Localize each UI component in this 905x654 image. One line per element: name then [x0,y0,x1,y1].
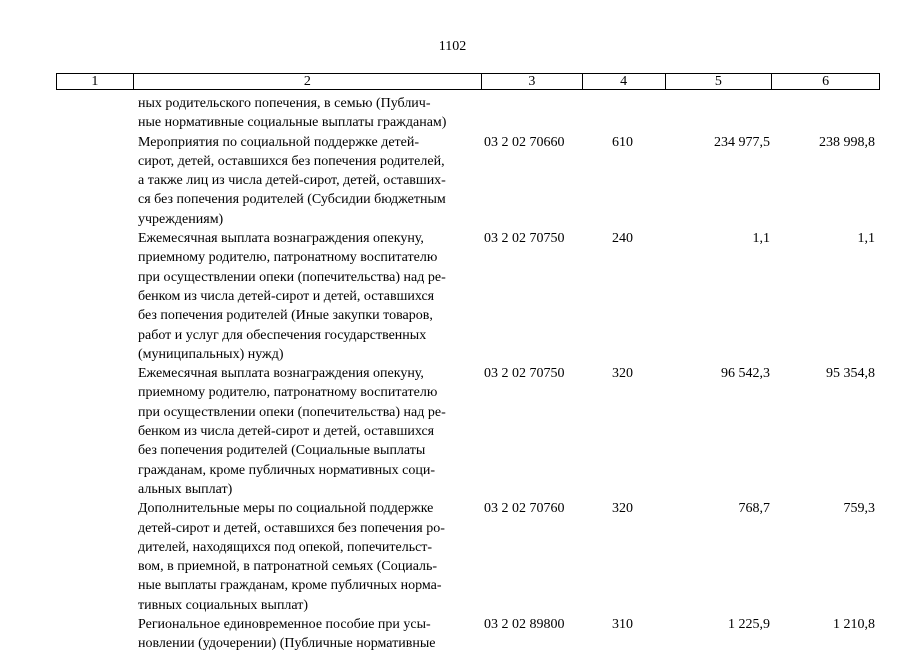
row-number-cell [56,229,133,364]
row-expense-type: 320 [612,366,633,382]
column-header-4: 4 [583,74,666,89]
row-amount-col5: 234 977,5 [714,134,770,150]
table-row [56,499,880,615]
row-expense-type: 240 [612,231,633,247]
column-header-2: 2 [134,74,482,89]
row-description: ных родительского попечения, в семью (Публич- ные нормативные социальные выплаты гражданам) [138,96,447,131]
row-number-cell [56,364,133,499]
row-description: Мероприятия по социальной поддержке детей- сирот, детей, оставшихся без попечения родителей, а также лиц из числа детей-сирот, детей, оставших- ся без попечения родителей (Субсидии бюджетным учреждениям) [138,134,446,227]
row-expense-type: 310 [612,617,633,633]
row-code: 03 2 02 70750 [484,231,565,247]
row-code: 03 2 02 89800 [484,617,565,633]
column-header-3: 3 [482,74,583,89]
table-row [56,364,880,499]
row-amount-col5: 768,7 [738,501,770,517]
row-amount-col6: 759,3 [843,501,875,517]
row-number-cell [56,133,133,229]
row-amount-col5: 1 225,9 [728,617,770,633]
row-expense-type: 320 [612,501,633,517]
table-row [56,229,880,364]
table-header [56,73,880,90]
row-amount-col6: 1 210,8 [833,617,875,633]
column-header-6: 6 [822,74,830,89]
column-header-5: 5 [666,74,773,89]
row-amount-col6: 95 354,8 [826,366,875,382]
table-row [56,133,880,229]
row-description: Ежемесячная выплата вознаграждения опекуну, приемному родителю, патронатному воспитателю при осуществлении опеки (попечительства) над ре- бенком из числа детей-сирот и детей, оставшихся без попечения родителей (Иные закупки товаров, работ и услуг для обеспечения государственных (муниципальных) нужд) [138,231,446,362]
row-code: 03 2 02 70750 [484,366,565,382]
row-number-cell [56,499,133,615]
table-row [56,615,880,654]
row-code: 03 2 02 70760 [484,501,565,517]
row-code: 03 2 02 70660 [484,134,565,150]
row-amount-col6: 1,1 [857,231,875,247]
row-amount-col6: 238 998,8 [819,134,875,150]
row-description: Дополнительные меры по социальной поддержке детей-сирот и детей, оставшихся без попечения ро- дителей, находящихся под опекой, попечительст- вом, в приемной, в патронатной семьях (Социаль- ные выплаты гражданам, кроме публичных норма- тивных социальных выплат) [138,501,445,613]
row-number-cell [56,94,133,133]
row-description: Региональное единовременное пособие при усы- новлении (удочерении) (Публичные нормативные [138,617,436,652]
row-description: Ежемесячная выплата вознаграждения опекуну, приемному родителю, патронатному воспитателю при осуществлении опеки (попечительства) над ре- бенком из числа детей-сирот и детей, оставшихся без попечения родителей (Социальные выплаты гражданам, кроме публичных нормативных соци- альных выплат) [138,366,446,497]
table-body [56,94,880,654]
row-amount-col5: 1,1 [752,231,770,247]
column-header-1: 1 [57,74,134,89]
table-row-continuation [56,94,880,133]
page-number: 1102 [438,39,467,54]
row-amount-col5: 96 542,3 [721,366,770,382]
row-number-cell [56,615,133,654]
row-expense-type: 610 [612,134,633,150]
